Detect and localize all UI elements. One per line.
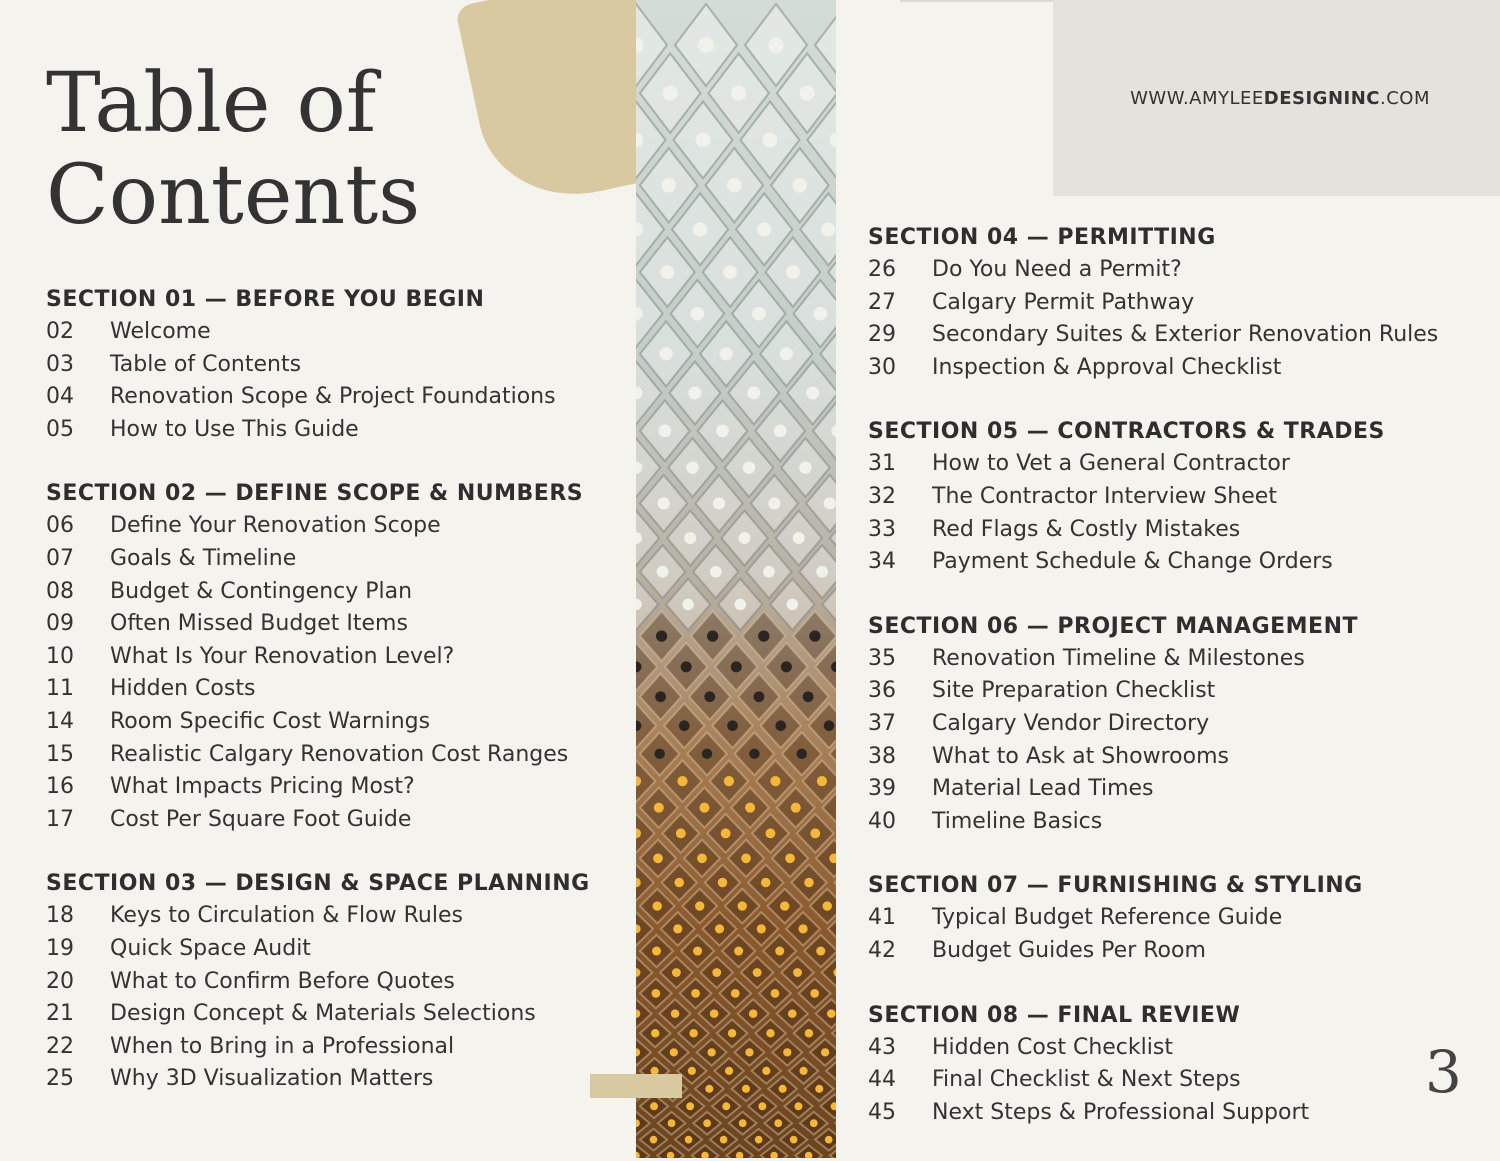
ceiling-light	[693, 222, 707, 236]
ceiling-light	[783, 1048, 791, 1056]
toc-entry-label: Define Your Renovation Scope	[110, 513, 441, 538]
ceiling-light	[731, 86, 746, 101]
toc-entry-label: Budget Guides Per Room	[932, 938, 1206, 963]
toc-entry	[868, 935, 1488, 968]
ceiling-light	[821, 222, 835, 236]
ceiling-light	[720, 1136, 728, 1144]
toc-entry	[868, 708, 1488, 741]
toc-entry-label: Calgary Vendor Directory	[932, 711, 1209, 736]
ceiling-light	[774, 425, 787, 438]
toc-column-right	[868, 222, 1488, 1161]
toc-entry-label: Final Checklist & Next Steps	[932, 1067, 1241, 1092]
toc-page-number: 11	[46, 673, 110, 706]
ceiling-light	[775, 947, 784, 956]
ceiling-light	[793, 178, 807, 192]
toc-page-number: 37	[868, 708, 932, 741]
ceiling-light	[816, 947, 825, 956]
ceiling-light	[785, 853, 795, 863]
ceiling-light	[707, 630, 718, 641]
ceiling-light	[752, 307, 766, 321]
section-title: SECTION 06 — PROJECT MANAGEMENT	[868, 611, 1488, 643]
ceiling-light	[823, 901, 832, 910]
toc-entry-label: Goals & Timeline	[110, 546, 296, 571]
toc-entry-label: What to Ask at Showrooms	[932, 744, 1229, 769]
page-title	[46, 58, 420, 242]
ceiling-light	[768, 37, 783, 52]
toc-entry	[868, 287, 1488, 320]
toc-entry-label: Design Concept & Materials Selections	[110, 1001, 536, 1026]
ceiling-light	[682, 599, 693, 610]
toc-page-number: 36	[868, 675, 932, 708]
ceiling-light	[657, 566, 669, 578]
toc-section	[46, 868, 626, 1096]
toc-entry-label: Red Flags & Costly Mistakes	[932, 517, 1240, 542]
toc-page-number: 38	[868, 741, 932, 774]
toc-entry-label: Keys to Circulation & Flow Rules	[110, 903, 463, 928]
toc-page-number: 08	[46, 576, 110, 609]
toc-entry-label: Quick Space Audit	[110, 936, 311, 961]
title-line-2: Contents	[46, 150, 420, 242]
ceiling-light	[815, 1085, 823, 1093]
ceiling-light	[703, 1119, 711, 1127]
toc-entry	[868, 352, 1488, 385]
ceiling-light	[787, 599, 798, 610]
toc-entry-label: Budget & Contingency Plan	[110, 579, 412, 604]
toc-entry	[46, 673, 626, 706]
ceiling-light	[810, 1119, 818, 1127]
ceiling-light	[710, 566, 722, 578]
toc-page-number: 25	[46, 1063, 110, 1096]
ceiling-light	[763, 566, 775, 578]
ceiling-light	[731, 661, 742, 672]
ceiling-light	[821, 1048, 829, 1056]
toc-entry	[46, 804, 626, 837]
ceiling-light	[794, 1102, 802, 1110]
toc-entry	[46, 900, 626, 933]
ceiling-light	[676, 828, 686, 838]
toc-entry-label: Cost Per Square Foot Guide	[110, 807, 411, 832]
ceiling-light	[786, 265, 800, 279]
ceiling-pattern	[636, 0, 836, 1158]
ceiling-light	[758, 630, 769, 641]
toc-page-number: 42	[868, 935, 932, 968]
ceiling-light	[685, 1136, 693, 1144]
toc-section	[868, 870, 1488, 967]
ceiling-light	[668, 1119, 676, 1127]
ceiling-light	[684, 532, 696, 544]
ceiling-light	[691, 307, 705, 321]
ceiling-light	[653, 901, 662, 910]
ceiling-light	[704, 691, 715, 702]
ceiling-light	[797, 749, 807, 759]
toc-page-number: 20	[46, 966, 110, 999]
toc-page-number: 06	[46, 510, 110, 543]
ceiling-light	[768, 497, 780, 509]
ceiling-light	[749, 749, 759, 759]
ceiling-light	[658, 425, 671, 438]
toc-entry	[868, 546, 1488, 579]
ceiling-light	[781, 661, 792, 672]
toc-entry-label: Inspection & Approval Checklist	[932, 355, 1281, 380]
ceiling-light	[686, 461, 698, 473]
ceiling-light	[691, 989, 700, 998]
toc-page-number: 44	[868, 1064, 932, 1097]
ceiling-light	[805, 1029, 813, 1037]
toc-page-number: 45	[868, 1097, 932, 1130]
toc-entry-label: What Impacts Pricing Most?	[110, 774, 415, 799]
toc-page-number: 16	[46, 771, 110, 804]
ceiling-light	[793, 968, 802, 977]
ceiling-light	[715, 924, 724, 933]
ceiling-light	[824, 497, 836, 509]
toc-entry	[868, 254, 1488, 287]
ceiling-light	[742, 1085, 750, 1093]
toc-entry	[46, 998, 626, 1031]
ceiling-light	[780, 901, 789, 910]
ceiling-light	[728, 1029, 736, 1037]
ceiling-light	[754, 691, 765, 702]
toc-entry-label: Do You Need a Permit?	[932, 257, 1182, 282]
ceiling-light	[720, 347, 733, 360]
toc-entry-label: Typical Budget Reference Guide	[932, 905, 1282, 930]
section-title: SECTION 07 — FURNISHING & STYLING	[868, 870, 1488, 902]
ceiling-light	[723, 265, 737, 279]
ceiling-light	[771, 989, 780, 998]
ceiling-light	[697, 853, 707, 863]
section-title: SECTION 05 — CONTRACTORS & TRADES	[868, 416, 1488, 448]
ceiling-light	[761, 878, 771, 888]
toc-entry	[46, 316, 626, 349]
ceiling-light	[804, 878, 814, 888]
ceiling-light	[790, 1136, 798, 1144]
ceiling-light	[659, 347, 672, 360]
toc-entry	[46, 966, 626, 999]
toc-page-number: 21	[46, 998, 110, 1031]
toc-entry	[868, 514, 1488, 547]
ceiling-light	[662, 178, 676, 192]
ceiling-light	[651, 989, 660, 998]
toc-entry-label: Next Steps & Professional Support	[932, 1100, 1309, 1125]
ceiling-light	[757, 222, 771, 236]
toc-entry-label: How to Vet a General Contractor	[932, 451, 1290, 476]
toc-entry-label: When to Bring in a Professional	[110, 1034, 454, 1059]
ceiling-light	[780, 347, 793, 360]
toc-page-number: 07	[46, 543, 110, 576]
ceiling-light	[654, 803, 664, 813]
toc-page-number: 30	[868, 352, 932, 385]
ceiling-light	[803, 691, 814, 702]
ceiling-light	[791, 803, 801, 813]
toc-entry-label: Realistic Calgary Renovation Cost Ranges	[110, 742, 568, 767]
website-url: WWW.AMYLEEDESIGNINC.COM	[1053, 88, 1430, 109]
toc-entry-label: What to Confirm Before Quotes	[110, 969, 455, 994]
toc-page-number: 27	[868, 287, 932, 320]
section-title: SECTION 01 — BEFORE YOU BEGIN	[46, 284, 626, 316]
toc-section	[868, 1000, 1488, 1130]
toc-page-number: 15	[46, 739, 110, 772]
toc-page-number: 10	[46, 641, 110, 674]
ceiling-light	[758, 1102, 766, 1110]
ceiling-light	[757, 924, 766, 933]
toc-page-number: 33	[868, 514, 932, 547]
ceiling-light	[725, 1067, 733, 1075]
ceiling-light	[656, 630, 667, 641]
ceiling-light	[762, 1067, 770, 1075]
section-title: SECTION 02 — DEFINE SCOPE & NUMBERS	[46, 478, 626, 510]
ceiling-light	[739, 1119, 747, 1127]
toc-entry	[46, 608, 626, 641]
toc-page-number: 03	[46, 349, 110, 382]
toc-entry-label: Calgary Permit Pathway	[932, 290, 1194, 315]
ceiling-light	[707, 1048, 715, 1056]
toc-page-number: 43	[868, 1032, 932, 1065]
toc-entry	[46, 771, 626, 804]
ceiling-light	[793, 532, 805, 544]
toc-entry-label: The Contractor Interview Sheet	[932, 484, 1277, 509]
title-line-1: Table of	[46, 58, 420, 150]
toc-entry-label: Material Lead Times	[932, 776, 1154, 801]
toc-entry	[868, 1064, 1488, 1097]
ceiling-light	[652, 947, 661, 956]
ceiling-light	[677, 776, 687, 786]
toc-entry	[868, 675, 1488, 708]
ceiling-light	[693, 947, 702, 956]
ceiling-light	[779, 1085, 787, 1093]
toc-page-number: 29	[868, 319, 932, 352]
toc-entry	[868, 1097, 1488, 1130]
toc-page-number: 22	[46, 1031, 110, 1064]
ceiling-light	[798, 924, 807, 933]
ceiling-light	[721, 828, 731, 838]
ceiling-light	[734, 947, 743, 956]
toc-entry	[46, 543, 626, 576]
toc-entry	[46, 576, 626, 609]
toc-page-number: 26	[868, 254, 932, 287]
ceiling-light	[689, 1029, 697, 1037]
ceiling-light	[825, 1136, 833, 1144]
ceiling-light	[658, 497, 670, 509]
ceiling-light	[741, 853, 751, 863]
toc-entry	[46, 349, 626, 382]
toc-entry	[868, 643, 1488, 676]
toc-entry-label: How to Use This Guide	[110, 417, 359, 442]
toc-page-number: 40	[868, 806, 932, 839]
toc-entry-label: Secondary Suites & Exterior Renovation Rules	[932, 322, 1438, 347]
toc-entry	[868, 773, 1488, 806]
toc-section	[868, 222, 1488, 384]
toc-entry	[46, 933, 626, 966]
toc-entry-label: Timeline Basics	[932, 809, 1102, 834]
toc-entry	[46, 706, 626, 739]
ceiling-light	[698, 37, 713, 52]
ceiling-light	[799, 1067, 807, 1075]
toc-page-number: 17	[46, 804, 110, 837]
ceiling-light	[718, 878, 728, 888]
ceiling-light	[739, 532, 751, 544]
ceiling-light	[702, 749, 712, 759]
ceiling-light	[724, 776, 734, 786]
toc-page-number: 19	[46, 933, 110, 966]
ceiling-light	[775, 720, 786, 731]
section-title: SECTION 08 — FINAL REVIEW	[868, 1000, 1488, 1032]
toc-entry-label: Site Preparation Checklist	[932, 678, 1215, 703]
ceiling-light	[650, 1136, 658, 1144]
ceiling-light	[671, 1009, 680, 1018]
ceiling-light	[651, 1029, 659, 1037]
ceiling-light	[727, 178, 741, 192]
toc-page-number: 05	[46, 414, 110, 447]
ceiling-light	[655, 691, 666, 702]
ceiling-light	[810, 828, 820, 838]
ceiling-light	[716, 425, 729, 438]
ceiling-light	[686, 1102, 694, 1110]
ceiling-light	[713, 497, 725, 509]
toc-section	[46, 478, 626, 836]
ceiling-light	[755, 1136, 763, 1144]
ceiling-light	[749, 1009, 758, 1018]
toc-entry-label: Renovation Timeline & Milestones	[932, 646, 1305, 671]
ceiling-light	[814, 307, 828, 321]
ceiling-light	[753, 968, 762, 977]
toc-entry	[46, 1063, 626, 1096]
ceiling-light	[679, 720, 690, 731]
toc-entry	[868, 1032, 1488, 1065]
toc-entry	[46, 739, 626, 772]
toc-entry-label: Why 3D Visualization Matters	[110, 1066, 433, 1091]
ceiling-light	[670, 1048, 678, 1056]
toc-entry-label: Table of Contents	[110, 352, 301, 377]
toc-entry	[46, 1031, 626, 1064]
ceiling-light	[663, 86, 678, 101]
ceiling-light	[688, 386, 701, 399]
toc-entry-label: Hidden Costs	[110, 676, 255, 701]
ceiling-light	[806, 386, 819, 399]
ceiling-light	[710, 1009, 719, 1018]
ceiling-light	[731, 989, 740, 998]
ceiling-light	[817, 776, 827, 786]
ceiling-light	[699, 803, 709, 813]
section-title: SECTION 04 — PERMITTING	[868, 222, 1488, 254]
toc-page-number: 41	[868, 902, 932, 935]
ceiling-light	[653, 853, 663, 863]
toc-entry-label: What Is Your Renovation Level?	[110, 644, 454, 669]
toc-entry	[868, 806, 1488, 839]
ceiling-light	[735, 599, 746, 610]
ceiling-light	[650, 1102, 658, 1110]
toc-entry-label: Room Specific Cost Warnings	[110, 709, 430, 734]
toc-section	[868, 611, 1488, 839]
toc-entry-label: Payment Schedule & Change Orders	[932, 549, 1333, 574]
ceiling-light	[774, 1119, 782, 1127]
ceiling-light	[738, 901, 747, 910]
toc-page-number: 09	[46, 608, 110, 641]
toc-page-number: 31	[868, 448, 932, 481]
ceiling-light	[712, 968, 721, 977]
ceiling-light	[747, 386, 760, 399]
toc-entry	[46, 641, 626, 674]
toc-entry	[868, 481, 1488, 514]
toc-page-number: 02	[46, 316, 110, 349]
toc-entry	[868, 319, 1488, 352]
toc-page-number: 35	[868, 643, 932, 676]
toc-entry-label: Often Missed Budget Items	[110, 611, 408, 636]
toc-entry-label: Renovation Scope & Project Foundations	[110, 384, 556, 409]
section-title: SECTION 03 — DESIGN & SPACE PLANNING	[46, 868, 626, 900]
ceiling-light	[672, 968, 681, 977]
ceiling-light	[673, 924, 682, 933]
ceiling-light	[705, 1085, 713, 1093]
toc-section	[868, 416, 1488, 578]
toc-entry	[868, 741, 1488, 774]
ceiling-light	[696, 133, 711, 148]
toc-entry	[46, 510, 626, 543]
ceiling-light	[809, 630, 820, 641]
toc-page-number: 18	[46, 900, 110, 933]
ceiling-light	[695, 901, 704, 910]
ceiling-light	[770, 776, 780, 786]
ceiling-light	[745, 1048, 753, 1056]
ceiling-light	[722, 1102, 730, 1110]
toc-page-number: 14	[46, 706, 110, 739]
ceiling-light	[824, 720, 835, 731]
toc-entry-label: Hidden Cost Checklist	[932, 1035, 1173, 1060]
ceiling-light	[688, 1067, 696, 1075]
ceiling-light	[727, 720, 738, 731]
toc-section	[46, 284, 626, 446]
ceiling-light	[816, 566, 828, 578]
ceiling-light	[654, 749, 664, 759]
toc-entry	[46, 414, 626, 447]
ceiling-light	[800, 86, 815, 101]
toc-entry	[868, 448, 1488, 481]
ceiling-photo	[636, 0, 836, 1158]
ceiling-light	[763, 133, 778, 148]
toc-entry-label: Welcome	[110, 319, 211, 344]
toc-page-number: 34	[868, 546, 932, 579]
ceiling-light	[674, 878, 684, 888]
ceiling-light	[788, 1009, 797, 1018]
ceiling-light	[766, 828, 776, 838]
toc-entry	[868, 902, 1488, 935]
toc-page-number: 04	[46, 381, 110, 414]
ceiling-light	[827, 1009, 836, 1018]
toc-column-left	[46, 284, 626, 1128]
ceiling-light	[745, 803, 755, 813]
toc-entry	[46, 381, 626, 414]
ceiling-light	[681, 661, 692, 672]
toc-page-number: 32	[868, 481, 932, 514]
page-number: 3	[1425, 1038, 1462, 1106]
ceiling-light	[810, 989, 819, 998]
ceiling-light	[743, 461, 755, 473]
ceiling-light	[766, 1029, 774, 1037]
ceiling-light	[799, 461, 811, 473]
ceiling-light	[660, 265, 674, 279]
toc-page-number: 39	[868, 773, 932, 806]
